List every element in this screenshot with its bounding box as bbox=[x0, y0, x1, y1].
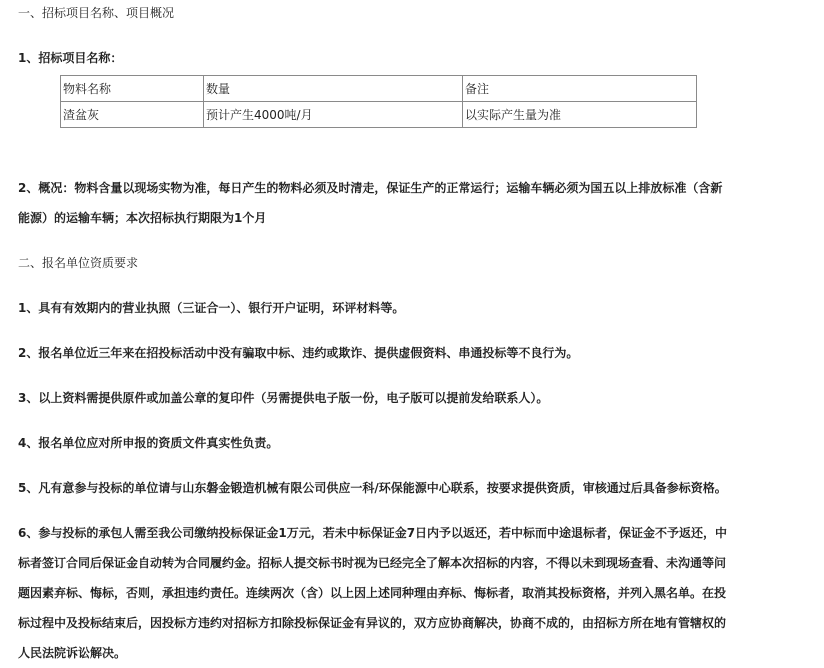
cell-quantity: 预计产生4000吨/月 bbox=[204, 102, 463, 128]
requirement-4: 4、报名单位应对所申报的资质文件真实性负责。 bbox=[18, 436, 279, 450]
item2-overview: 2、概况：物料含量以现场实物为准，每日产生的物料必须及时清走，保证生产的正常运行；运输车辆必须为国五以上排放标准（含新能源）的运输车辆；本次招标执行期限为1个月 bbox=[18, 181, 723, 225]
header-cell-quantity: 数量 bbox=[204, 76, 463, 102]
section1-title: 一、招标项目名称、项目概况 bbox=[18, 6, 175, 20]
requirement-1: 1、具有有效期内的营业执照（三证合一）、银行开户证明，环评材料等。 bbox=[18, 301, 405, 315]
header-cell-material: 物料名称 bbox=[61, 76, 204, 102]
table-header-row bbox=[61, 76, 697, 102]
requirement-6: 6、参与投标的承包人需至我公司缴纳投标保证金1万元，若未中标保证金7日内予以返还，若中标而中途退标者，保证金不予返还，中标者签订合同后保证金自动转为合同履约金。招标人提交标书时视为已经完全了解本次招标的内容，不得以未到现场查看、未沟通等问题因素弃标、悔标，否则，承担违约责任。连续两次（含）以上因上述同种理由弃标、悔标者，取消其投标资格，并列入黑名单。在投标过程中及投标结束后，因投标方违约对招标方扣除投标保证金有异议的，双方应协商解决，协商不成的，由招标方所在地有管辖权的人民法院诉讼解决。 bbox=[18, 526, 728, 660]
table-row bbox=[61, 102, 697, 128]
header-cell-remark: 备注 bbox=[463, 76, 697, 102]
item1-label: 1、招标项目名称： bbox=[18, 51, 123, 65]
requirement-2: 2、报名单位近三年来在招投标活动中没有骗取中标、违约或欺诈、提供虚假资料、串通投标等不良行为。 bbox=[18, 346, 579, 360]
cell-remark: 以实际产生量为准 bbox=[463, 102, 697, 128]
materials-table bbox=[60, 75, 697, 128]
cell-material: 渣盆灰 bbox=[61, 102, 204, 128]
requirement-5: 5、凡有意参与投标的单位请与山东磐金锻造机械有限公司供应一科/环保能源中心联系，按要求提供资质，审核通过后具备参标资格。 bbox=[18, 481, 727, 495]
section2-title: 二、报名单位资质要求 bbox=[18, 256, 139, 270]
requirement-3: 3、以上资料需提供原件或加盖公章的复印件（另需提供电子版一份，电子版可以提前发给联系人）。 bbox=[18, 391, 549, 405]
